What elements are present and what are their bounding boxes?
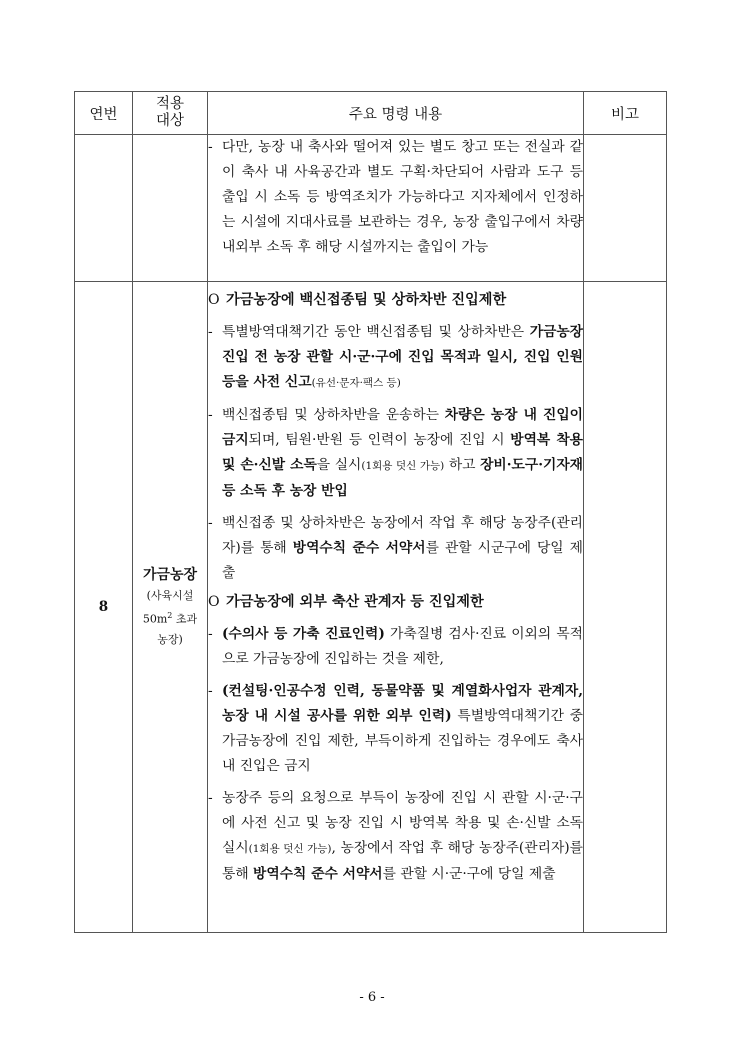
list-item — [208, 786, 583, 887]
circle-marker: O — [208, 292, 220, 308]
dash-marker: - — [208, 626, 213, 642]
section-heading-external — [208, 590, 583, 615]
target-note-line3: 농장) — [157, 632, 183, 646]
item-text: 가축질병 검사·진료 이외의 목적으로 가금농장에 진입하는 것을 제한, — [222, 626, 583, 667]
header-row — [75, 92, 667, 135]
item-text: 를 관할 시군구에 당일 제출 — [222, 540, 583, 581]
list-item — [208, 679, 583, 779]
dash-marker: - — [208, 407, 213, 423]
item-bold: 방역복 착용 및 손·신발 소독 — [222, 432, 583, 473]
header-no: 연번 — [75, 92, 133, 135]
item-bold: 가금농장 진입 전 농장 관할 시·군·구에 진입 목적과 일시, 진입 인원 등을 사전 신고 — [222, 324, 583, 390]
item-bold: (수의사 등 가축 진료인력) — [222, 626, 385, 642]
item-bold: 방역수칙 준수 서약서 — [253, 866, 383, 882]
item-bold: 장비·도구·기자재 등 소독 후 농장 반입 — [222, 457, 583, 499]
item-small: (1회용 덧신 가능) — [248, 843, 332, 855]
header-target-line2: 대상 — [155, 113, 184, 129]
item-bold: (컨설팅·인공수정 인력, 동물약품 및 계열화사업자 관계자, 농장 내 시설 공사를 위한 외부 인력) — [222, 683, 583, 724]
item-text: 농장주 등의 요청으로 부득이 농장에 진입 시 관할 시·군·구에 사전 신고 및 농장 진입 시 방역복 착용 및 손·신발 소독 실시 — [222, 790, 583, 856]
dash-marker: - — [208, 683, 213, 699]
header-target — [133, 92, 208, 135]
target-note-area: 50m — [142, 612, 168, 626]
item-text: 를 관할 시·군·구에 당일 제출 — [382, 866, 556, 882]
target-cell — [133, 282, 208, 933]
row1-remarks-cell — [584, 135, 667, 282]
item-text: 되며, 팀원·반원 등 인력이 농장에 진입 시 — [248, 432, 511, 448]
section-heading-vaccine — [208, 288, 583, 313]
target-note-excess: 초과 — [172, 612, 198, 626]
item-small: (1회용 덧신 가능) — [361, 460, 445, 472]
table-row-continued — [75, 135, 667, 282]
command-table — [74, 91, 667, 933]
item-text: 백신접종팀 및 상하차반을 운송하는 — [222, 407, 445, 423]
dash-marker: - — [208, 515, 213, 531]
row-number: 8 — [75, 282, 133, 933]
target-note-line2 — [133, 606, 207, 630]
list-item — [208, 511, 583, 586]
item-text: 특별방역대책기간 중 가금농장에 진입 제한, 부득이하게 진입하는 경우에도 축사 내 진입은 금지 — [222, 708, 583, 774]
row1-no-cell — [75, 135, 133, 282]
heading-text: 가금농장에 외부 축산 관계자 등 진입제한 — [226, 594, 484, 610]
row2-content-cell — [208, 282, 584, 933]
list-item — [208, 320, 583, 396]
circle-marker: O — [208, 594, 220, 610]
item-small: (유선·문자·팩스 등) — [311, 377, 401, 389]
list-item — [208, 135, 583, 260]
row1-text: 다만, 농장 내 축사와 떨어져 있는 별도 창고 또는 전실과 같이 축사 내 사육공간과 별도 구획·차단되어 사람과 도구 등 출입 시 소독 등 방역조치가 가능하다고 지자체에서 인정하는 시설에 지대사료를 보관하는 경우, 농장 출입구에서 차량 내외부 소독 후 해당 시설까지는 출입이 가능 — [222, 139, 583, 255]
dash-marker: - — [208, 790, 213, 806]
page-number: - 6 - — [359, 990, 385, 1005]
target-name: 가금농장 — [142, 567, 198, 584]
item-text: 하고 — [444, 457, 481, 473]
item-bold: 차량은 농장 내 진입이 금지 — [222, 407, 583, 448]
row1-content-cell — [208, 135, 584, 282]
list-item — [208, 622, 583, 672]
header-content: 주요 명령 내용 — [208, 92, 584, 135]
heading-text: 가금농장에 백신접종팀 및 상하차반 진입제한 — [226, 292, 507, 308]
row2-remarks-cell — [584, 282, 667, 933]
target-note-line1: (사육시설 — [146, 589, 194, 603]
dash-marker: - — [208, 139, 213, 155]
target-note-sup: 2 — [167, 611, 173, 621]
item-text: 특별방역대책기간 동안 백신접종팀 및 상하차반은 — [222, 324, 530, 340]
list-item — [208, 403, 583, 504]
item-text: 을 실시 — [316, 457, 362, 473]
item-text: 백신접종 및 상하차반은 농장에서 작업 후 해당 농장주(관리자)를 통해 — [222, 515, 583, 556]
header-target-line1: 적용 — [155, 96, 184, 112]
row1-target-cell — [133, 135, 208, 282]
dash-marker: - — [208, 324, 213, 340]
item-text: , 농장에서 작업 후 해당 농장주(관리자)를 통해 — [222, 840, 583, 882]
table-row-8 — [75, 282, 667, 933]
item-bold: 방역수칙 준수 서약서 — [292, 540, 426, 556]
header-remarks: 비고 — [584, 92, 667, 135]
